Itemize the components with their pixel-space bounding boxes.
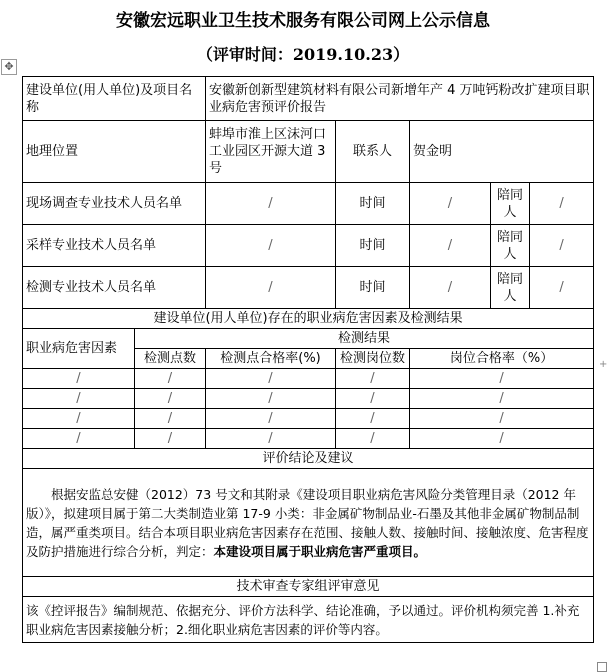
unit-label: 建设单位(用人单位)及项目名称 <box>23 77 206 121</box>
column-header: 检测点合格率(%) <box>206 349 336 369</box>
accompany-label: 陪同人 <box>491 267 530 309</box>
time-value: / <box>410 225 491 267</box>
table-cell: / <box>336 389 410 409</box>
staff-names: / <box>206 267 336 309</box>
column-header: 检测点数 <box>135 349 206 369</box>
location-value: 蚌埠市淮上区沫河口工业园区开源大道 3 号 <box>206 121 336 183</box>
table-cell: / <box>135 369 206 389</box>
time-value: / <box>410 183 491 225</box>
conclusion-verdict: 本建设项目属于职业病危害严重项目。 <box>213 543 427 559</box>
table-row <box>23 409 594 429</box>
time-label: 时间 <box>336 183 410 225</box>
table-cell: / <box>410 369 594 389</box>
table-row <box>23 429 594 449</box>
table-cell: / <box>23 389 135 409</box>
time-label: 时间 <box>336 267 410 309</box>
accompany-value: / <box>530 183 594 225</box>
result-header: 检测结果 <box>135 329 594 349</box>
unit-value: 安徽新创新型建筑材料有限公司新增年产 4 万吨钙粉改扩建项目职业病危害预评价报告 <box>206 77 594 121</box>
table-cell: / <box>135 429 206 449</box>
table-resize-handle[interactable] <box>597 662 607 672</box>
table-row <box>23 389 594 409</box>
table-cell: / <box>206 389 336 409</box>
table-cell: / <box>336 409 410 429</box>
staff-row-label: 检测专业技术人员名单 <box>23 267 206 309</box>
review-time: （评审时间：2019.10.23） <box>196 45 410 64</box>
staff-names: / <box>206 183 336 225</box>
column-header: 岗位合格率（%） <box>410 349 594 369</box>
staff-row-label: 采样专业技术人员名单 <box>23 225 206 267</box>
accompany-value: / <box>530 225 594 267</box>
column-header: 检测岗位数 <box>336 349 410 369</box>
factor-header: 职业病危害因素 <box>23 329 135 369</box>
table-cell: / <box>206 409 336 429</box>
time-value: / <box>410 267 491 309</box>
table-cell: / <box>206 369 336 389</box>
time-label: 时间 <box>336 225 410 267</box>
table-cell: / <box>135 389 206 409</box>
table-cell: / <box>23 369 135 389</box>
accompany-label: 陪同人 <box>491 225 530 267</box>
staff-names: / <box>206 225 336 267</box>
conclusion-text <box>23 469 594 577</box>
move-arrows-icon[interactable]: ✥ <box>1 59 17 75</box>
table-cell: / <box>23 409 135 429</box>
table-cell: / <box>336 369 410 389</box>
hazards-section-title: 建设单位(用人单位)存在的职业病危害因素及检测结果 <box>23 309 594 329</box>
accompany-value: / <box>530 267 594 309</box>
staff-row-label: 现场调查专业技术人员名单 <box>23 183 206 225</box>
table-cell: / <box>135 409 206 429</box>
accompany-label: 陪同人 <box>491 183 530 225</box>
page-title: 安徽宏远职业卫生技术服务有限公司网上公示信息 <box>116 11 490 31</box>
location-label: 地理位置 <box>23 121 206 183</box>
review-text: 该《控评报告》编制规范、依据充分、评价方法科学、结论准确，予以通过。评价机构须完善 1.补充职业病危害因素接触分析；2.细化职业病危害因素的评价等内容。 <box>23 597 594 643</box>
table-cell: / <box>206 429 336 449</box>
review-title: 技术审查专家组评审意见 <box>23 577 594 597</box>
conclusion-title: 评价结论及建议 <box>23 449 594 469</box>
disclosure-table <box>22 76 594 643</box>
table-cell: / <box>410 409 594 429</box>
contact-value: 贺金明 <box>410 121 594 183</box>
table-cell: / <box>410 429 594 449</box>
table-edge-marker-icon: + <box>599 359 607 370</box>
contact-label: 联系人 <box>336 121 410 183</box>
table-row <box>23 369 594 389</box>
table-cell: / <box>23 429 135 449</box>
conclusion-body: 根据安监总安健（2012）73 号文和其附录《建设项目职业病危害风险分类管理目录（2012 年版）》，拟建项目属于第二大类制造业第 17-9 小类：非金属矿物制品业-石墨及其他非金属矿物制品制造，属严重类项目。结合本项目职业病危害因素存在范围、接触人数、接触时间、接触浓度、危害程度及防护措施进行综合分析，判定： <box>26 486 589 559</box>
table-cell: / <box>336 429 410 449</box>
table-cell: / <box>410 389 594 409</box>
